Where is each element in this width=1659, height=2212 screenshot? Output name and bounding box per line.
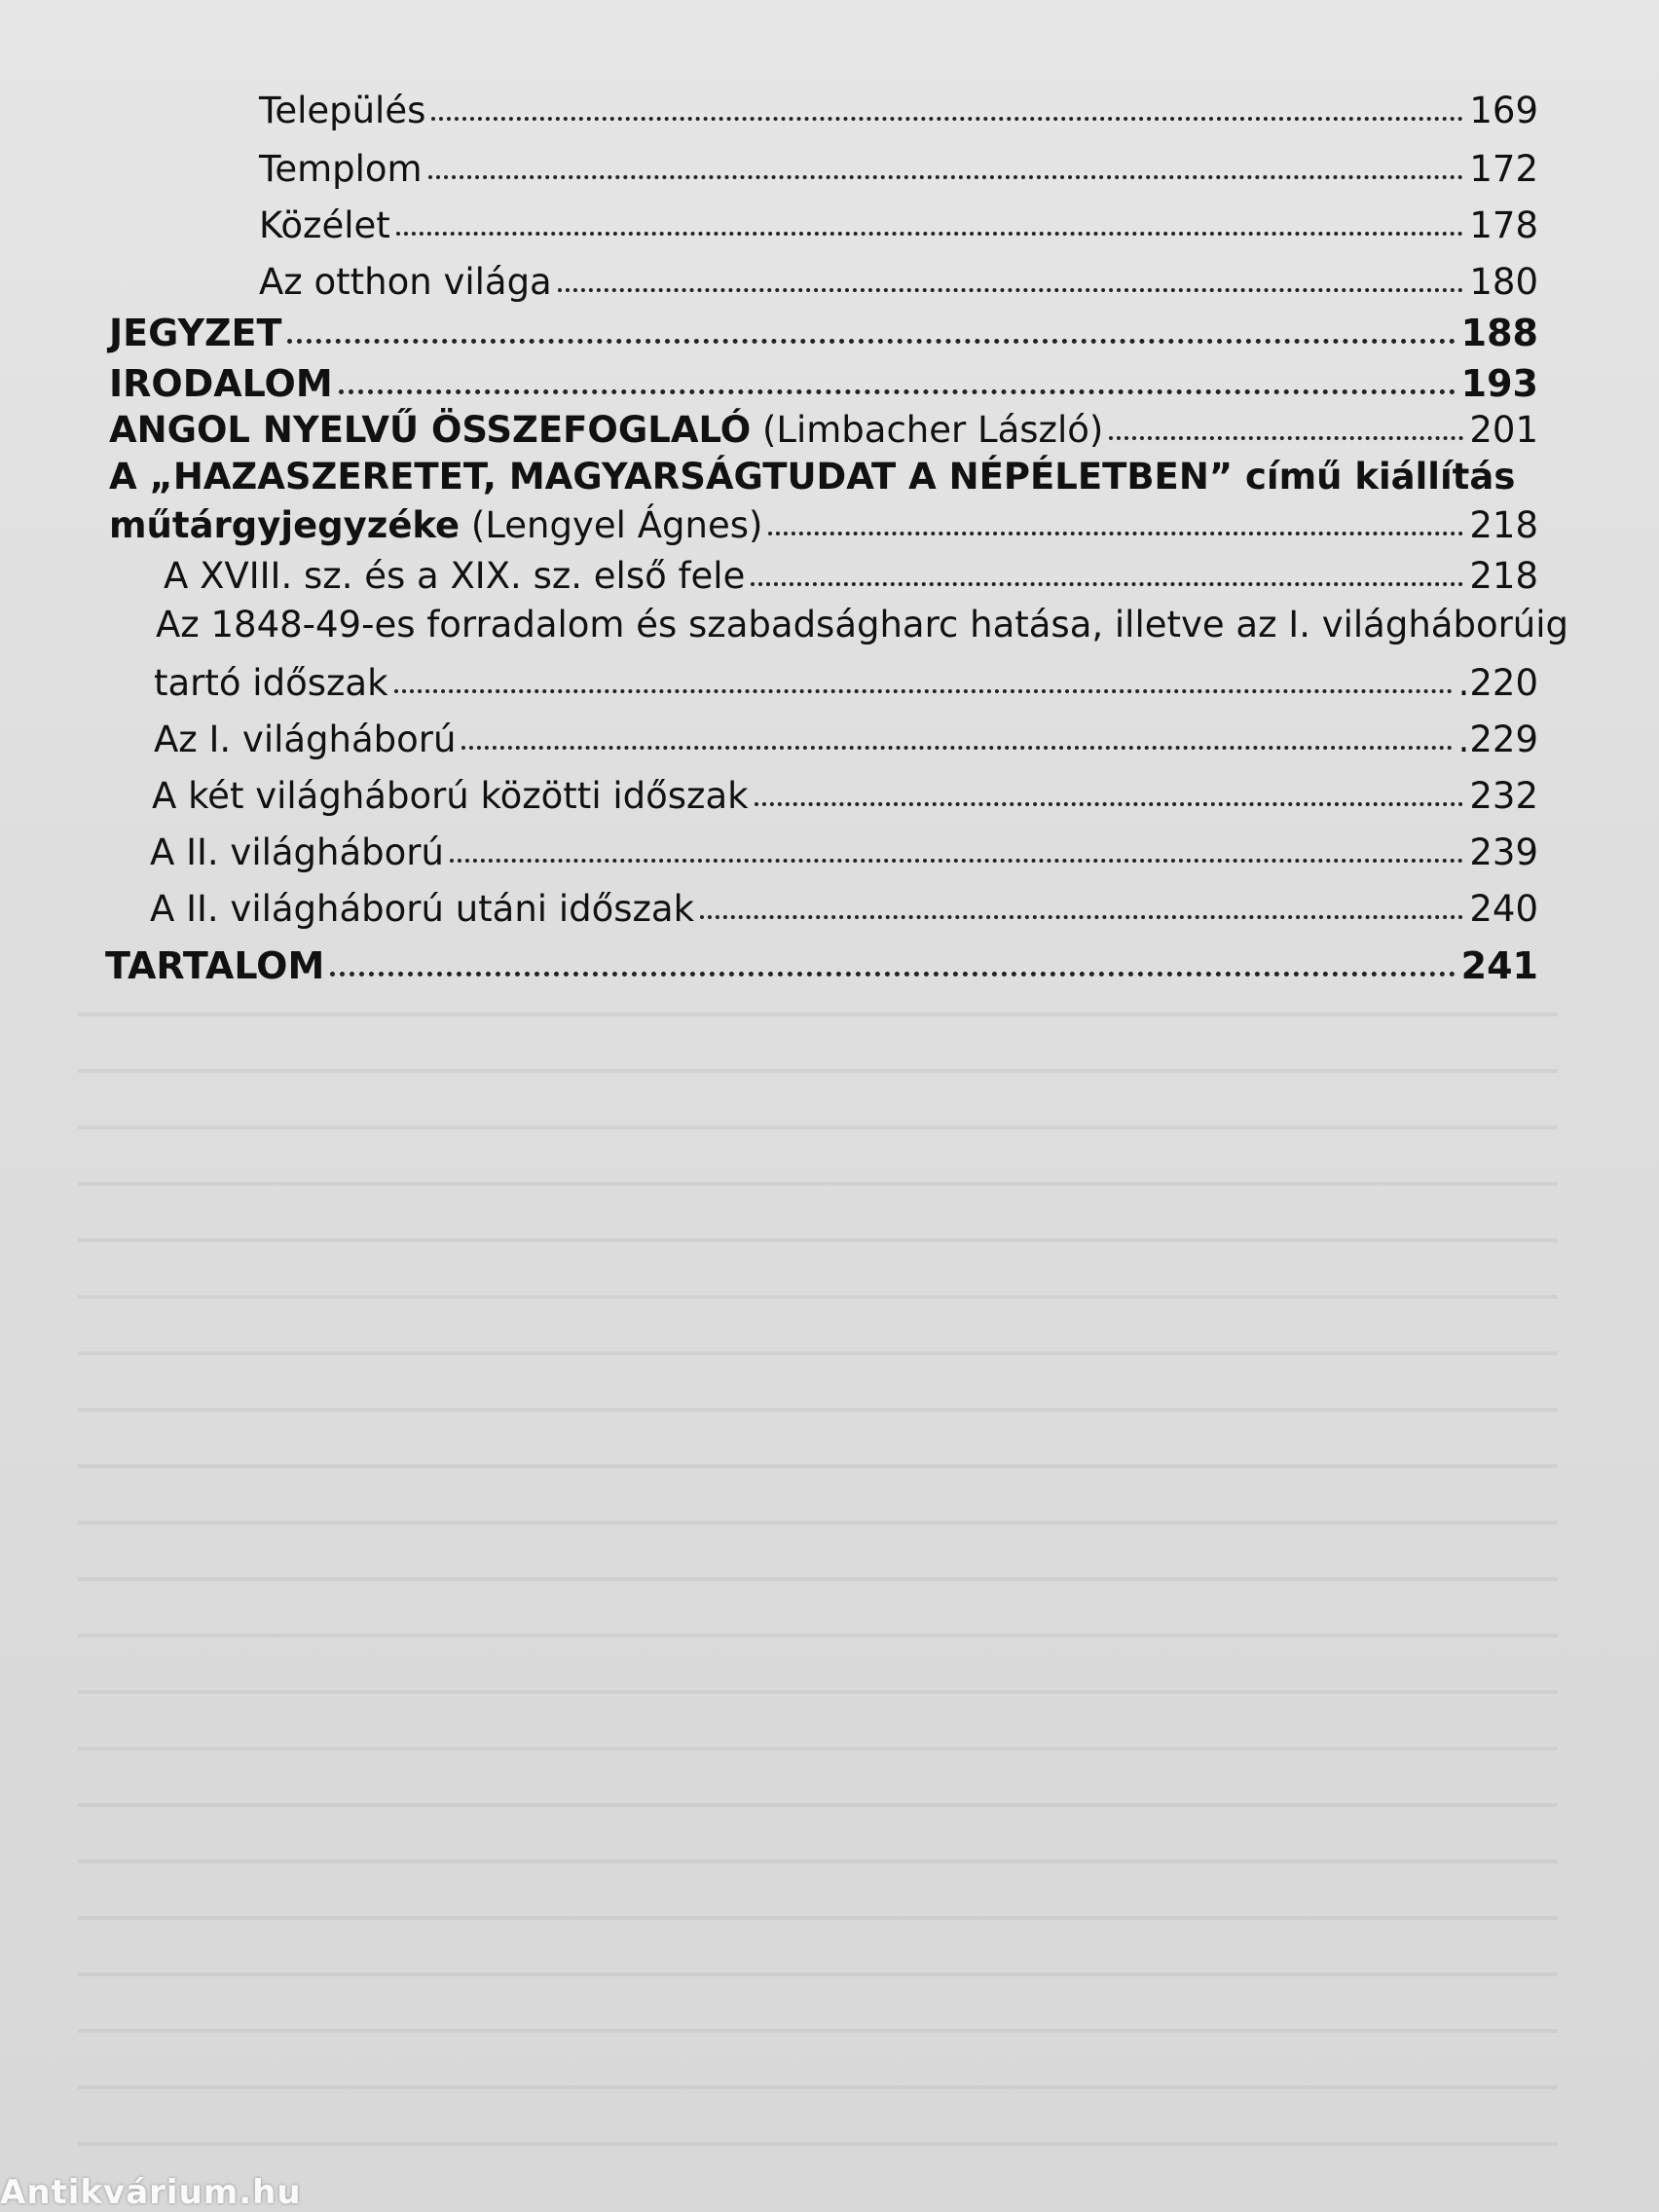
toc-entry-title	[109, 409, 1103, 452]
toc-entry-title-line2: műtárgyjegyzéke	[109, 504, 461, 546]
toc-entry-title-line2: tartó időszak	[154, 662, 388, 704]
toc-entry	[109, 504, 1538, 547]
toc-entry-title: JEGYZET	[109, 312, 282, 354]
toc-entry-major	[105, 944, 1538, 987]
toc-entry-title: Az I. világháború	[154, 719, 457, 760]
toc-entry-title: A XVIII. sz. és a XIX. sz. első fele	[164, 555, 746, 597]
toc-entry	[259, 90, 1538, 132]
dot-leader	[558, 282, 1464, 292]
dot-leader	[755, 796, 1464, 806]
toc-entry-page: 180	[1469, 261, 1538, 303]
dot-leader	[431, 111, 1463, 121]
toc-entry-author: (Lengyel Ágnes)	[470, 504, 763, 546]
toc-entry-title: A II. világháború	[150, 831, 444, 873]
toc-entry-page: 218	[1469, 504, 1538, 546]
dot-leader	[450, 853, 1463, 863]
toc-entry-title: Az otthon világa	[259, 261, 552, 303]
dot-leader	[461, 740, 1452, 750]
toc-entry	[154, 662, 1538, 705]
dot-leader	[768, 526, 1463, 535]
reverse-side-bleed-through	[78, 1013, 1558, 2181]
toc-entry	[259, 261, 1538, 304]
toc-entry-page: .220	[1457, 662, 1538, 704]
dot-leader	[394, 683, 1453, 693]
toc-entry-page: 193	[1460, 362, 1538, 405]
dot-leader	[428, 169, 1464, 179]
dot-leader	[751, 576, 1463, 586]
toc-entry-page: .229	[1457, 719, 1538, 760]
toc-entry-page: 239	[1469, 831, 1538, 873]
toc-entry-page: 172	[1469, 148, 1538, 190]
toc-entry-title: Templom	[259, 148, 423, 190]
dot-leader	[1109, 430, 1463, 440]
toc-entry-page: 201	[1469, 409, 1538, 451]
toc-entry	[150, 888, 1538, 931]
watermark: Antikvárium.hu	[0, 2173, 302, 2212]
toc-entry-major	[109, 362, 1538, 405]
toc-entry-title: A két világháború közötti időszak	[152, 775, 749, 817]
toc-entry-title: A II. világháború utáni időszak	[150, 888, 695, 930]
toc-entry-title	[109, 504, 762, 547]
toc-entry-title: TARTALOM	[105, 944, 325, 987]
toc-entry-title-line1: A „HAZASZERETET, MAGYARSÁGTUDAT A NÉPÉLETBEN” című kiállítás	[109, 456, 1516, 498]
toc-entry-page: 178	[1469, 204, 1538, 246]
toc-entry-author: (Limbacher László)	[761, 409, 1104, 451]
toc-entry-page: 218	[1469, 555, 1538, 597]
toc-entry	[109, 409, 1538, 452]
toc-entry-title-main: ANGOL NYELVŰ ÖSSZEFOGLALÓ	[109, 409, 752, 451]
toc-entry-page: 232	[1469, 775, 1538, 817]
dot-leader	[700, 909, 1463, 919]
dot-leader	[396, 226, 1464, 236]
toc-entry-title: IRODALOM	[109, 362, 333, 405]
toc-entry	[164, 555, 1538, 598]
toc-entry-page: 241	[1460, 944, 1538, 987]
toc-entry	[259, 148, 1538, 191]
dot-leader	[339, 384, 1456, 394]
toc-entry-title: Település	[259, 90, 426, 131]
toc-entry-title-line1: Az 1848-49-es forradalom és szabadságharc hatása, illetve az I. világháborúig	[156, 604, 1569, 645]
toc-entry	[150, 831, 1538, 874]
toc-entry-page: 240	[1469, 888, 1538, 930]
toc-entry	[152, 775, 1538, 818]
toc-entry	[259, 204, 1538, 247]
toc-entry-title: Közélet	[259, 204, 390, 246]
toc-entry-major	[109, 312, 1538, 354]
dot-leader	[330, 966, 1455, 977]
dot-leader	[287, 333, 1455, 344]
toc-entry-page: 169	[1469, 90, 1538, 131]
toc-entry	[154, 719, 1538, 761]
toc-entry-page: 188	[1460, 312, 1538, 354]
